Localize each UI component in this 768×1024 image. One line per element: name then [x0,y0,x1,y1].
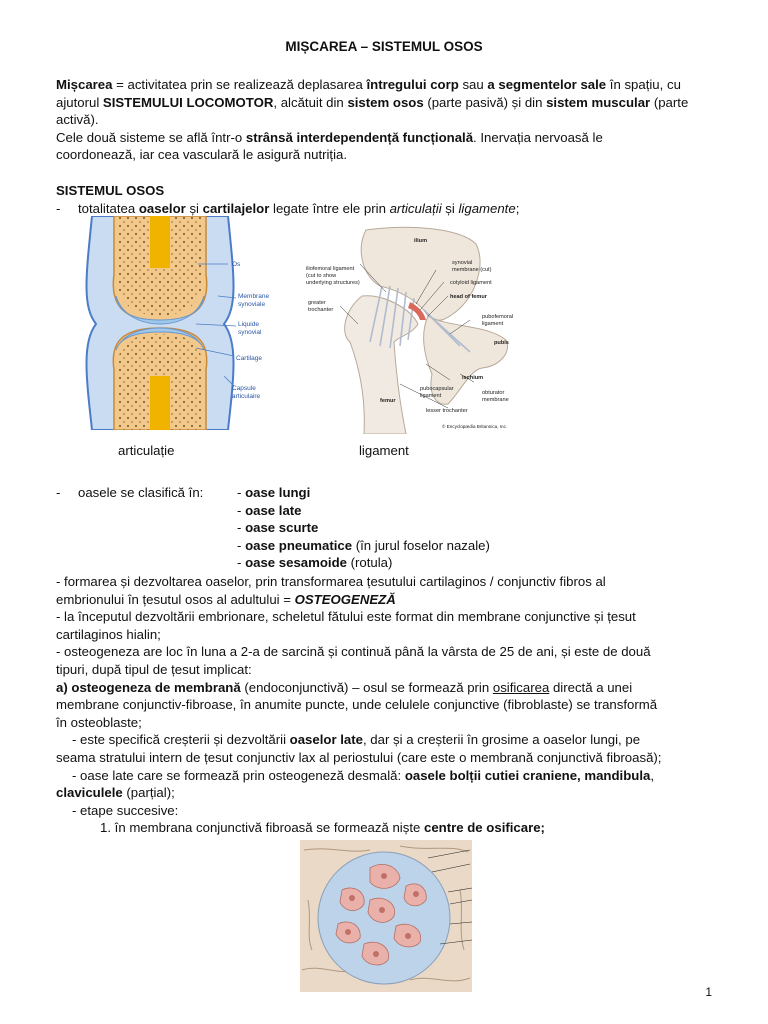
caption-ligament: ligament [359,443,409,458]
lig-label-femur: femur [380,398,396,404]
list-item: - oase sesamoide (rotula) [237,555,393,571]
lig-label-pubocapsular: pubocapsular [420,386,454,392]
svg-text:membrane: membrane [482,397,509,403]
joint-label-liquide: Liquide [238,321,259,328]
list-item: - oase late [237,502,302,518]
section-heading: SISTEMUL OSOS [56,183,165,198]
joint-label-cartilage: Cartilage [236,355,263,362]
svg-text:ligament: ligament [420,393,442,399]
svg-text:synovial: synovial [238,329,262,336]
lig-label-head: head of femur [450,294,487,300]
lig-label-pubis: pubis [494,340,509,346]
page-title: MIȘCAREA – SISTEMUL OSOS [285,39,483,54]
page-number: 1 [705,985,712,1000]
classification-list [237,484,490,572]
joint-illustration [78,216,278,430]
intro-line-4: Cele două sisteme se află într-o strânsă interdependență funcțională. Inervația nervoasă le [56,129,603,145]
intro-line-1: Mișcarea = activitatea prin se realizează deplasarea întregului corp sau a segmentelor sale în spațiu, cu [56,77,681,92]
section-sistemul-osos [56,182,716,217]
lig-label-ischium: ischium [462,375,484,381]
svg-text:underlying structures): underlying structures) [306,280,360,286]
list-item: - oase scurte [237,520,319,536]
lig-label-obturator: obturator [482,390,505,396]
lig-label-greater: greater [308,300,326,306]
intro-line-3: activă). [56,112,99,128]
lig-label-pubofemoral: pubofemoral [482,314,514,320]
ossification-centers-illustration [300,840,472,992]
joint-label-membrane: Membrane [238,293,270,300]
lig-label-ilium: ilium [414,238,428,244]
ligament-illustration [300,224,526,434]
joint-label-os: Os [232,261,241,268]
lig-label-synovial: synovial [452,260,473,266]
lig-label-iliofemoral: iliofemoral ligament [306,266,355,272]
term-miscarea: Mișcarea [56,77,113,92]
list-item: - oase pneumatice (în jurul foselor nazale) [237,537,490,553]
classification-lead: - oasele se clasifică în: [56,485,204,500]
osteogenesis-text: - formarea și dezvoltarea oaselor, prin transformarea țesutului cartilaginos / conjunctiv fibros al embrionului în țesutul osos al adultului = OSTEOGENEZĂ - la începutul dezvoltării embrionare, scheletul fătului este format din membrane conjunctive și țesut cartilaginos hialin; - osteogeneza are loc în luna a 2-a de sarcină și continuă până la vârsta de 25 de ani, și este de două tipuri, după tipul de țesut implicat: a) osteogeneza de membrană (endoconjunctivă) – osul se formează prin osificarea directă a unei membrane conjunctiv-fibroase, în anumite puncte, unde celulele conjunctive (fibroblaste) se transformă în osteoblaste; - este specifică creșterii și dezvoltării oaselor late, dar și a creșterii în grosime a oaselor lungi, pe seama stratului intern de țesut conjunctiv lax al periostului (care este o membrană conjunctivă fibroasă); - oase late care se formează prin osteogeneză desmală: oasele bolții cutiei craniene, mandibula, claviculele (parțial); - etape succesive: 1. în membrana conjunctivă fibroasă se formează niște centre de osificare; [56,574,662,836]
svg-text:synoviale: synoviale [238,301,266,308]
lig-label-cotyloid: cotyloid ligament [450,280,492,286]
bullet-definition: - totalitatea oaselor și cartilajelor legate între ele prin articulații și ligamente; [56,200,520,216]
intro-line-2: ajutorul SISTEMULUI LOCOMOTOR, alcătuit din sistem osos (parte pasivă) și din sistem muscular (parte [56,94,689,110]
svg-text:articulaire: articulaire [232,393,261,400]
term-osteogeneza: OSTEOGENEZĂ [294,591,396,607]
svg-text:(cut to show: (cut to show [306,273,337,279]
intro-line-5: coordonează, iar cea vasculară le asigură nutriția. [56,147,348,163]
lig-label-lesser: lesser trochanter [426,408,468,414]
svg-text:ligament: ligament [482,321,504,327]
caption-articulatie: articulație [118,443,175,458]
list-item: - oase lungi [237,485,311,500]
svg-text:trochanter: trochanter [308,307,334,313]
svg-text:membrane (cut): membrane (cut) [452,267,492,273]
joint-label-capsule: Capsule [232,385,256,392]
intro-paragraph [56,76,716,164]
lig-label-copyright: © Encyclopædia Britannica, Inc. [442,424,508,429]
